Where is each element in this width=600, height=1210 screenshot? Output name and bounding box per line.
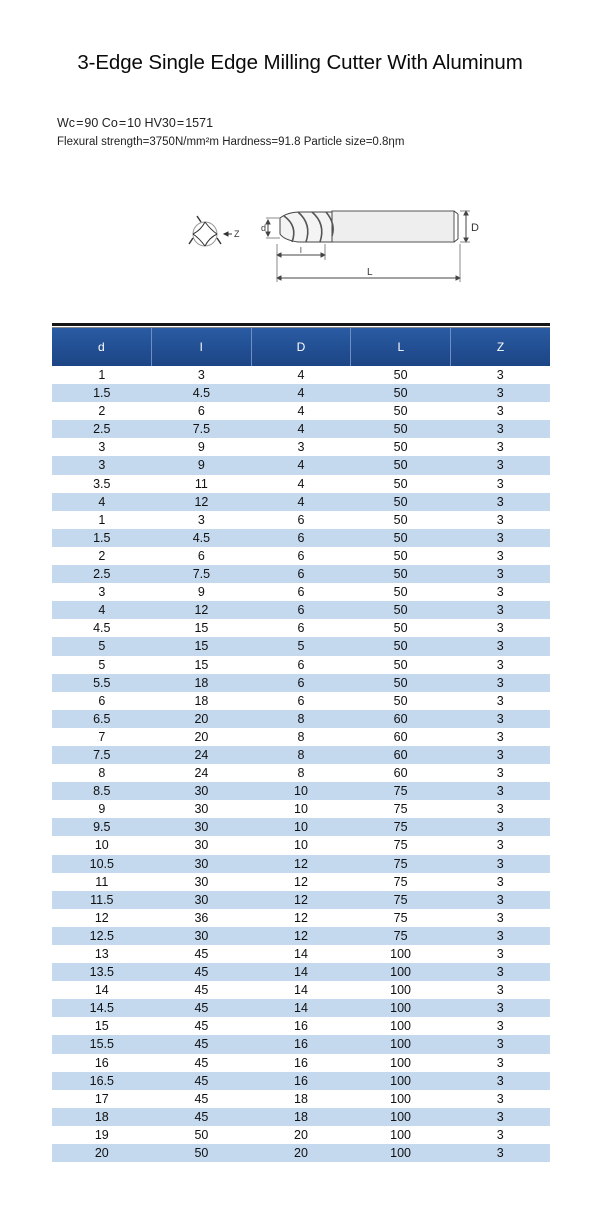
cell-z: 3 <box>496 747 504 762</box>
cell-l: 4.5 <box>192 530 211 545</box>
table-row <box>52 384 550 402</box>
cell-z: 3 <box>496 512 504 527</box>
header-d: d <box>52 328 152 366</box>
cell-z: 3 <box>496 983 504 998</box>
table-row <box>52 945 550 963</box>
cell-d: 3 <box>98 585 106 600</box>
cell-d: 10.5 <box>89 856 114 871</box>
cell-D: 10 <box>294 784 308 799</box>
cell-d: 7.5 <box>93 747 111 762</box>
cell-D: 6 <box>297 585 305 600</box>
table-row <box>52 619 550 637</box>
cell-D: 8 <box>297 766 305 781</box>
cell-d: 12 <box>94 910 109 925</box>
cell-l: 9 <box>197 440 205 455</box>
cell-z: 3 <box>496 386 504 401</box>
header-L: L <box>351 328 451 366</box>
cell-d: 1 <box>98 368 106 382</box>
cell-z: 3 <box>496 639 504 654</box>
cell-z: 3 <box>496 458 504 473</box>
cell-d: 7 <box>98 729 106 744</box>
cell-d: 11 <box>95 874 109 889</box>
header-l: l <box>152 328 252 366</box>
cell-L: 75 <box>393 802 408 817</box>
cell-L: 100 <box>390 965 411 980</box>
cell-d: 11.5 <box>90 892 114 907</box>
table-row <box>52 529 550 547</box>
table-row <box>52 782 550 800</box>
cell-z: 3 <box>496 766 504 781</box>
cell-L: 100 <box>390 947 411 961</box>
cell-D: 20 <box>294 1146 308 1161</box>
cell-D: 4 <box>297 422 305 437</box>
cell-D: 14 <box>294 965 308 980</box>
cell-D: 18 <box>294 1091 308 1106</box>
cell-L: 60 <box>393 729 408 744</box>
cell-l: 24 <box>194 766 209 781</box>
cell-D: 4 <box>297 368 305 382</box>
cell-D: 12 <box>294 874 308 889</box>
table-row <box>52 674 550 692</box>
label-D: D <box>471 222 479 234</box>
cell-z: 3 <box>496 1127 504 1142</box>
cell-L: 60 <box>393 747 408 762</box>
table-row <box>52 583 550 601</box>
cell-L: 50 <box>393 693 408 708</box>
cell-L: 100 <box>390 1037 411 1052</box>
cell-z: 3 <box>496 1109 504 1124</box>
table-row <box>52 565 550 583</box>
cell-L: 100 <box>390 1091 411 1106</box>
cell-l: 45 <box>194 1109 209 1124</box>
cell-L: 50 <box>393 386 408 401</box>
cell-L: 75 <box>393 928 408 943</box>
cell-l: 20 <box>194 729 209 744</box>
cell-l: 3 <box>197 368 205 382</box>
table-row <box>52 692 550 710</box>
cell-D: 14 <box>294 1001 308 1016</box>
cell-L: 50 <box>393 639 408 654</box>
cell-d: 4 <box>98 603 106 618</box>
cell-z: 3 <box>496 838 504 853</box>
cell-z: 3 <box>496 1037 504 1052</box>
cell-z: 3 <box>496 784 504 799</box>
cell-l: 30 <box>194 838 209 853</box>
table-row <box>52 855 550 873</box>
cell-d: 1.5 <box>93 386 111 401</box>
cell-z: 3 <box>496 603 504 618</box>
cell-L: 50 <box>393 530 408 545</box>
cell-l: 30 <box>194 784 209 799</box>
cell-L: 50 <box>393 476 408 491</box>
cell-z: 3 <box>496 1073 504 1088</box>
cell-L: 50 <box>393 657 408 672</box>
cell-d: 18 <box>94 1109 109 1124</box>
table-row <box>52 1090 550 1108</box>
cell-z: 3 <box>496 530 504 545</box>
cell-z: 3 <box>496 567 504 582</box>
cell-d: 3 <box>98 440 106 455</box>
table-row <box>52 475 550 493</box>
table-row <box>52 493 550 511</box>
cell-D: 12 <box>294 910 308 925</box>
end-view-icon <box>189 216 232 246</box>
cell-z: 3 <box>496 494 504 509</box>
cell-z: 3 <box>496 476 504 491</box>
cell-L: 50 <box>393 603 408 618</box>
cell-L: 50 <box>393 567 408 582</box>
cell-l: 15 <box>194 639 209 654</box>
cell-z: 3 <box>496 892 504 907</box>
cell-d: 1.5 <box>93 530 111 545</box>
cell-L: 50 <box>393 422 408 437</box>
cell-z: 3 <box>496 820 504 835</box>
cell-z: 3 <box>496 729 504 744</box>
cell-z: 3 <box>496 910 504 925</box>
cell-L: 50 <box>393 494 408 509</box>
cell-L: 100 <box>390 1073 411 1088</box>
table-row <box>52 764 550 782</box>
cell-D: 4 <box>297 386 305 401</box>
cell-l: 12 <box>194 603 209 618</box>
cell-d: 5 <box>98 657 106 672</box>
cell-l: 30 <box>194 874 209 889</box>
cell-z: 3 <box>496 675 504 690</box>
cell-L: 100 <box>390 1109 411 1124</box>
cell-l: 18 <box>194 693 209 708</box>
table-row <box>52 547 550 565</box>
cell-l: 50 <box>194 1146 209 1161</box>
cell-d: 1 <box>98 512 106 527</box>
table-row <box>52 511 550 529</box>
table-row <box>52 927 550 945</box>
cell-L: 50 <box>393 585 408 600</box>
table-row <box>52 1017 550 1035</box>
cell-d: 13 <box>94 947 109 961</box>
cell-l: 50 <box>194 1127 209 1142</box>
cell-l: 30 <box>194 820 209 835</box>
cell-D: 4 <box>297 404 305 419</box>
cell-l: 45 <box>194 965 209 980</box>
composition-spec: Wc = 90 Co = 10 HV30 = 1571 <box>57 116 214 130</box>
cell-z: 3 <box>496 1055 504 1070</box>
cell-z: 3 <box>496 874 504 889</box>
cell-L: 50 <box>393 458 408 473</box>
cell-z: 3 <box>496 368 504 382</box>
cell-d: 3.5 <box>93 476 111 491</box>
cell-l: 7.5 <box>192 567 211 582</box>
cell-z: 3 <box>496 657 504 672</box>
cell-L: 60 <box>393 711 408 726</box>
cell-d: 16.5 <box>89 1073 114 1088</box>
cell-d: 2.5 <box>93 422 111 437</box>
cell-d: 2 <box>98 548 106 563</box>
cell-d: 6.5 <box>93 711 111 726</box>
cell-D: 12 <box>294 856 308 871</box>
cell-l: 9 <box>197 585 205 600</box>
table-row <box>52 402 550 420</box>
cell-l: 7.5 <box>192 422 211 437</box>
cell-D: 8 <box>297 729 305 744</box>
table-top-rule <box>52 323 550 326</box>
cell-D: 16 <box>294 1055 308 1070</box>
cell-D: 4 <box>297 458 305 473</box>
cell-D: 6 <box>297 512 305 527</box>
cell-D: 10 <box>294 820 308 835</box>
cell-D: 18 <box>294 1109 308 1124</box>
cell-l: 45 <box>194 1091 209 1106</box>
cell-L: 50 <box>393 675 408 690</box>
table-row <box>52 873 550 891</box>
cell-D: 3 <box>297 440 305 455</box>
cell-d: 15 <box>94 1019 109 1034</box>
cell-l: 30 <box>194 892 209 907</box>
property-spec: Flexural strength=3750N/mm²m Hardness=91.8 Particle size=0.8ηm <box>57 136 405 148</box>
table-row <box>52 1054 550 1072</box>
cell-L: 100 <box>390 1146 411 1161</box>
label-d-small: d <box>261 223 267 233</box>
cell-L: 50 <box>393 548 408 563</box>
cell-z: 3 <box>496 404 504 419</box>
cell-l: 15 <box>194 621 209 636</box>
cell-d: 14 <box>94 983 109 998</box>
table-row <box>52 656 550 674</box>
cell-D: 16 <box>294 1019 308 1034</box>
cell-D: 12 <box>294 892 308 907</box>
table-row <box>52 999 550 1017</box>
cell-d: 10 <box>94 838 109 853</box>
cell-d: 6 <box>98 693 106 708</box>
cell-L: 75 <box>393 820 408 835</box>
table-row <box>52 601 550 619</box>
table-row <box>52 728 550 746</box>
cell-D: 6 <box>297 530 305 545</box>
cell-l: 6 <box>197 404 205 419</box>
cell-z: 3 <box>496 440 504 455</box>
cell-D: 4 <box>297 494 305 509</box>
cell-D: 14 <box>294 983 308 998</box>
cell-L: 50 <box>393 621 408 636</box>
cell-D: 12 <box>294 928 308 943</box>
cell-l: 45 <box>194 1019 209 1034</box>
cell-D: 10 <box>294 802 308 817</box>
cell-z: 3 <box>496 621 504 636</box>
cell-d: 15.5 <box>89 1037 114 1052</box>
cell-D: 16 <box>294 1037 308 1052</box>
cell-L: 75 <box>393 784 408 799</box>
table-row <box>52 746 550 764</box>
cell-d: 19 <box>94 1127 109 1142</box>
cell-d: 16 <box>94 1055 109 1070</box>
cell-L: 50 <box>393 512 408 527</box>
table-row <box>52 420 550 438</box>
cell-d: 2 <box>98 404 106 419</box>
cell-l: 9 <box>197 458 205 473</box>
cell-D: 16 <box>294 1073 308 1088</box>
cell-z: 3 <box>496 548 504 563</box>
cell-L: 100 <box>390 1055 411 1070</box>
cell-z: 3 <box>496 928 504 943</box>
cell-l: 15 <box>194 657 209 672</box>
label-L: L <box>367 267 373 278</box>
table-header <box>52 328 550 366</box>
table-row <box>52 909 550 927</box>
table-row <box>52 1108 550 1126</box>
cell-z: 3 <box>496 947 504 961</box>
cell-L: 100 <box>390 1019 411 1034</box>
cell-d: 9.5 <box>93 820 111 835</box>
cell-z: 3 <box>496 1019 504 1034</box>
cell-L: 75 <box>393 892 408 907</box>
cell-l: 4.5 <box>192 386 211 401</box>
cell-L: 75 <box>393 838 408 853</box>
cell-l: 36 <box>194 910 209 925</box>
table-row <box>52 963 550 981</box>
table-row <box>52 710 550 728</box>
table-row <box>52 637 550 655</box>
cutter-drawing <box>180 200 500 290</box>
table-row <box>52 891 550 909</box>
cell-l: 12 <box>194 494 209 509</box>
cell-D: 6 <box>297 657 305 672</box>
header-z: Z <box>496 340 505 354</box>
cell-D: 5 <box>297 639 305 654</box>
cell-l: 45 <box>194 1055 209 1070</box>
cell-D: 6 <box>297 548 305 563</box>
cell-d: 4.5 <box>93 621 111 636</box>
cell-L: 100 <box>390 1001 411 1016</box>
label-z: Z <box>234 229 240 239</box>
cell-l: 30 <box>194 856 209 871</box>
cell-z: 3 <box>496 422 504 437</box>
cell-D: 20 <box>294 1127 308 1142</box>
cell-d: 4 <box>98 494 106 509</box>
table-row <box>52 836 550 854</box>
cell-D: 6 <box>297 693 305 708</box>
cell-D: 6 <box>297 603 305 618</box>
table-body <box>52 366 550 1162</box>
cell-L: 50 <box>393 368 408 382</box>
cell-l: 11 <box>194 476 208 491</box>
cell-z: 3 <box>496 1146 504 1161</box>
table-row <box>52 1126 550 1144</box>
cell-D: 14 <box>294 947 308 961</box>
cell-z: 3 <box>496 802 504 817</box>
cell-d: 13.5 <box>89 965 114 980</box>
table-row <box>52 981 550 999</box>
cell-l: 30 <box>194 928 209 943</box>
label-l-small: l <box>300 246 302 255</box>
cell-D: 10 <box>294 838 308 853</box>
cell-D: 6 <box>297 621 305 636</box>
table-row <box>52 456 550 474</box>
cell-l: 45 <box>194 983 209 998</box>
cell-z: 3 <box>496 693 504 708</box>
cell-z: 3 <box>496 965 504 980</box>
table-row <box>52 818 550 836</box>
cell-d: 8 <box>98 766 106 781</box>
cell-L: 75 <box>393 856 408 871</box>
cell-L: 75 <box>393 910 408 925</box>
cell-l: 18 <box>194 675 209 690</box>
cell-l: 45 <box>194 947 209 961</box>
cell-D: 8 <box>297 747 305 762</box>
cell-d: 8.5 <box>93 784 111 799</box>
cell-d: 5 <box>98 639 106 654</box>
cell-l: 45 <box>194 1001 209 1016</box>
cell-d: 12.5 <box>89 928 114 943</box>
cell-z: 3 <box>496 1001 504 1016</box>
cell-L: 60 <box>393 766 408 781</box>
cell-L: 50 <box>393 404 408 419</box>
cell-d: 2.5 <box>93 567 111 582</box>
cell-d: 3 <box>98 458 106 473</box>
cell-l: 30 <box>194 802 209 817</box>
cell-L: 75 <box>393 874 408 889</box>
cell-l: 20 <box>194 711 209 726</box>
cell-z: 3 <box>496 1091 504 1106</box>
table-row <box>52 1035 550 1053</box>
table-row <box>52 1144 550 1162</box>
cell-L: 50 <box>393 440 408 455</box>
cell-d: 14.5 <box>89 1001 114 1016</box>
cell-z: 3 <box>496 711 504 726</box>
table-row <box>52 1072 550 1090</box>
cell-D: 6 <box>297 675 305 690</box>
table-row <box>52 800 550 818</box>
dimension-table <box>52 323 550 1162</box>
table-row <box>52 438 550 456</box>
cell-l: 6 <box>197 548 205 563</box>
cell-d: 17 <box>94 1091 109 1106</box>
page-title: 3-Edge Single Edge Milling Cutter With Aluminum <box>77 51 523 74</box>
cell-l: 3 <box>197 512 205 527</box>
cell-d: 5.5 <box>93 675 111 690</box>
cell-D: 4 <box>297 476 305 491</box>
cell-L: 100 <box>390 983 411 998</box>
cell-D: 6 <box>297 567 305 582</box>
cell-z: 3 <box>496 585 504 600</box>
cell-d: 20 <box>94 1146 109 1161</box>
cell-D: 8 <box>297 711 305 726</box>
header-D: D <box>252 328 352 366</box>
table-row <box>52 366 550 384</box>
cell-d: 9 <box>98 802 106 817</box>
cell-l: 24 <box>194 747 209 762</box>
cell-l: 45 <box>194 1037 209 1052</box>
cell-l: 45 <box>194 1073 209 1088</box>
cell-L: 100 <box>390 1127 411 1142</box>
cell-z: 3 <box>496 856 504 871</box>
